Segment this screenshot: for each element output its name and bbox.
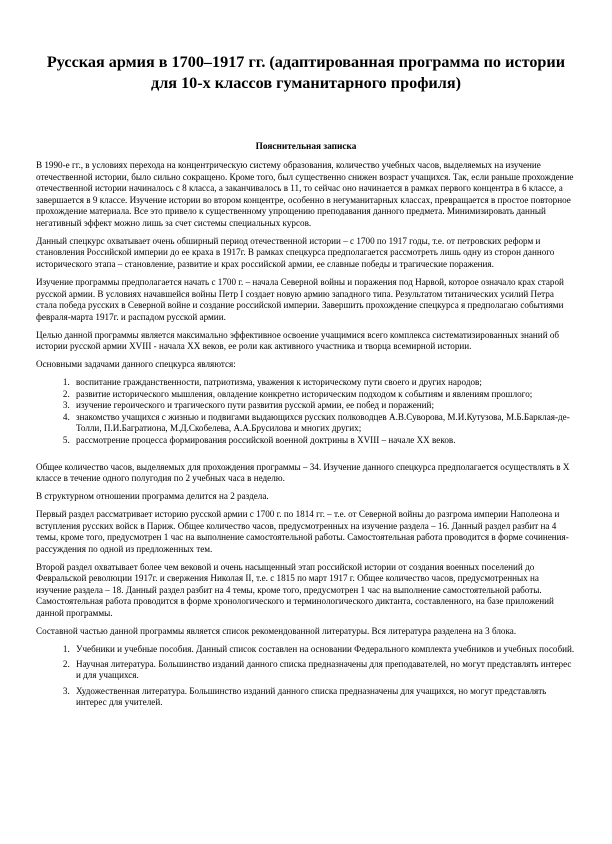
paragraph: Данный спецкурс охватывает очень обширный период отечественной истории – с 1700 по 1917 годы, т.е. от петровских реформ и становления Российской империи до ее краха в 1917г. В рамках спецкурса предполагается рассмотреть лишь одну из сторон данного исторического этапа – становление, развитие и крах российской армии, ее славные победы и трагические поражения. [36,235,555,270]
section-heading: Пояснительная записка [255,142,357,152]
paragraph: В 1990-е гг., в условиях перехода на концентрическую систему образования, количество учебных часов, выделяемых на изучение отечественной истории, было сильно сокращено. Кроме того, был существенно снижен возраст учащихся. Так, если раньше прохождение отечественной истории начиналось с 8 класса, а заканчивалось в 11, то сейчас оно начинается в рамках первого концентра в 6 классе, а завершается в 9 классе. Изучение истории во втором концентре, особенно в негуманитарных классах, превращается в простое повторное прохождение материала. Все это привело к существенному упрощению преподавания данного предмета. Минимизировать данный негативный эффект можно лишь за счет системы специальных курсов. [36,160,574,228]
paragraph: Первый раздел рассматривает историю русской армии с 1700 г. по 1814 гг. – т.е. от Северной войны до разгрома империи Наполеона и вступления русских войск в Париж. Общее количество часов, предусмотренных на изучение раздела – 16. Данный раздел разбит на 4 темы, кроме того, предусмотрен 1 час на выполнение самостоятельной работы. Самостоятельная работа проводится в форме сочинения-рассуждения по одной из предложенных тем. [36,508,569,554]
list-item: 2. развитие исторического мышления, овладение конкретно историческим подходом к событиям и явлениям прошлого; [72,389,576,401]
paragraph: Основными задачами данного спецкурса являются: [36,359,236,370]
list-item: 2. Научная литература. Большинство изданий данного списка предназначены для преподавателей, но могут представлять интерес и для учащихся. [72,659,576,682]
title-line-2: для 10-х классов гуманитарного профиля) [151,74,461,92]
literature-list [36,644,576,709]
document-title [36,52,576,94]
list-item: 5. рассмотрение процесса формирования российской военной доктрины в XVIII – начале XX веков. [72,435,576,447]
list-item: 1. воспитание гражданственности, патриотизма, уважения к историческому пути своего и других народов; [72,377,576,389]
list-item: 1. Учебники и учебные пособия. Данный список составлен на основании Федерального комплекта учебников и учебных пособий. [72,644,576,656]
paragraph: Общее количество часов, выделяемых для прохождения программы – 34. Изучение данного спецкурса предполагается осуществлять в Х классе в течение одного полугодия по 2 учебных часа в неделю. [36,461,570,484]
paragraph: Целью данной программы является максимально эффективное освоение учащимися всего комплекса систематизированных знаний об истории русской армии XVIII - начала XX веков, ее роли как активного участника и творца всемирной истории. [36,329,560,352]
document-page [0,52,612,844]
paragraph: Второй раздел охватывает более чем вековой и очень насыщенный этап российской истории от создания военных поселений до Февральской революции 1917г. и свержения Николая II, т.е. с 1815 по март 1917 г. Общее количество часов, предусмотренных на изучение раздела – 18. Данный раздел разбит на 4 темы, кроме того, предусмотрен 1 час на выполнение самостоятельной работы. Самостоятельная работа проводится в форме хронологического и терминологического диктанта, составленного, на базе приложений данной программы. [36,561,554,618]
tasks-list [36,377,576,447]
list-item: 4. знакомство учащихся с жизнью и подвигами выдающихся русских полководцев А.В.Суворова, М.И.Кутузова, М.Б.Барклая-де-Толли, П.И.Багратиона, М.Д.Скобелева, А.А.Брусилова и многих других; [72,412,576,435]
title-line-1: Русская армия в 1700–1917 гг. (адаптированная программа по истории [46,53,566,71]
list-item: 3. изучение героического и трагического пути развития русской армии, ее побед и поражений; [72,400,576,412]
paragraph: В структурном отношении программа делится на 2 раздела. [36,491,269,502]
paragraph: Составной частью данной программы является список рекомендованной литературы. Вся литература разделена на 3 блока. [36,625,517,636]
paragraph: Изучение программы предполагается начать с 1700 г. – начала Северной войны и поражения под Нарвой, которое означало крах старой русской армии. В условиях начавшейся войны Петр I создает новую армию западного типа. Результатом титанических усилий Петра стала победа русских в Северной войне и создание российской империи. Завершить прохождение спецкурса я предполагаю событиями февраля-марта 1917г. и распадом русской армии. [36,276,564,322]
list-item: 3. Художественная литература. Большинство изданий данного списка предназначены для учащихся, но могут представлять интерес для учителей. [72,686,576,709]
